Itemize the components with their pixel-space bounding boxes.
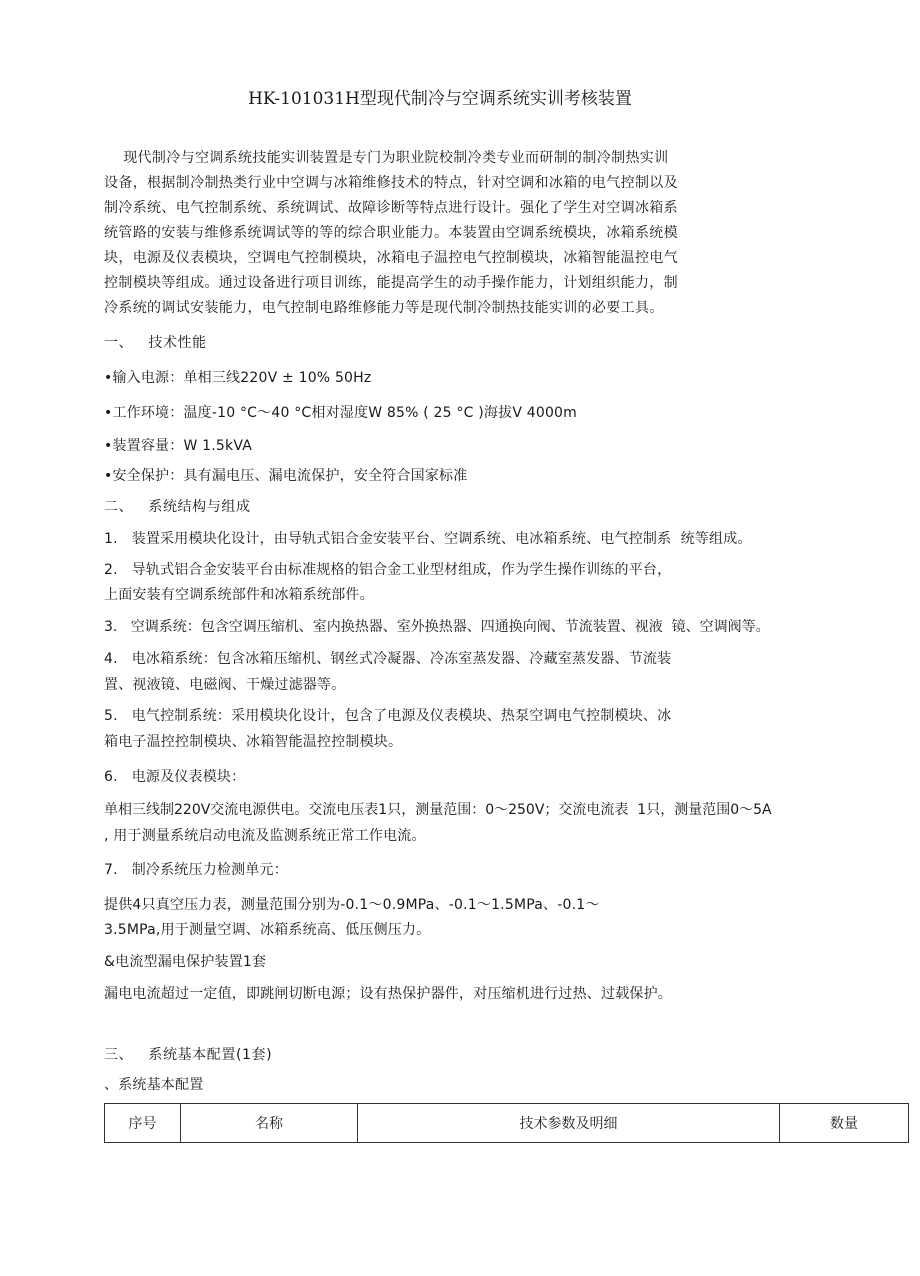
intro-line: 制冷系统、电气控制系统、系统调试、故障诊断等特点进行设计。强化了学生对空调冰箱系 <box>104 200 678 216</box>
col-header-qty: 数量 <box>780 1104 909 1143</box>
section-3-subheading: 、系统基本配置 <box>104 1077 204 1093</box>
structure-line: 漏电电流超过一定值，即跳闸切断电源；设有热保护器件，对压缩机进行过热、过载保护。 <box>104 986 672 1002</box>
section-1-heading: 一、 技术性能 <box>104 335 207 351</box>
structure-line: 5. 电气控制系统：采用模块化设计，包含了电源及仪表模块、热泵空调电气控制模块、冰 <box>104 708 672 724</box>
structure-line: 上面安装有空调系统部件和冰箱系统部件。 <box>104 587 374 603</box>
col-header-name: 名称 <box>181 1104 358 1143</box>
section-3-heading: 三、 系统基本配置(1套) <box>104 1047 273 1063</box>
structure-line: 6. 电源及仪表模块： <box>104 769 246 785</box>
intro-line: 冷系统的调试安装能力，电气控制电路维修能力等是现代制冷制热技能实训的必要工具。 <box>104 300 664 316</box>
intro-line: 控制模块等组成。通过设备进行项目训练，能提高学生的动手操作能力，计划组织能力，制 <box>104 275 678 291</box>
structure-line: 提供4只真空压力表，测量范围分别为-0.1～0.9MPa、-0.1～1.5MPa、-0.1～ <box>104 897 600 913</box>
structure-line: 1. 装置采用模块化设计，由导轨式铝合金安装平台、空调系统、电冰箱系统、电气控制系 统等组成。 <box>104 531 752 547</box>
structure-line: 箱电子温控控制模块、冰箱智能温控控制模块。 <box>104 734 403 750</box>
document-title: HK-101031H型现代制冷与空调系统实训考核装置 <box>248 89 632 109</box>
col-header-index: 序号 <box>105 1104 181 1143</box>
structure-line: 置、视液镜、电磁阀、干燥过滤器等。 <box>104 677 346 693</box>
intro-line: 块，电源及仪表模块，空调电气控制模块，冰箱电子温控电气控制模块，冰箱智能温控电气 <box>104 250 678 266</box>
table-header-row <box>105 1104 909 1143</box>
structure-line: , 用于测量系统启动电流及监测系统正常工作电流。 <box>104 828 426 844</box>
config-table <box>104 1103 909 1143</box>
spec-input-power: •输入电源：单相三线220V ± 10% 50Hz <box>104 370 372 386</box>
spec-capacity: •装置容量：W 1.5kVA <box>104 438 252 454</box>
structure-line: &电流型漏电保护装置1套 <box>104 954 267 970</box>
spec-environment: •工作环境：温度-10 °C～40 °C相对湿度W 85% ( 25 °C )海拔V 4000m <box>104 405 578 421</box>
intro-line: 统管路的安装与维修系统调试等的等的综合职业能力。本装置由空调系统模块，冰箱系统模 <box>104 225 678 241</box>
structure-line: 2. 导轨式铝合金安装平台由标准规格的铝合金工业型材组成，作为学生操作训练的平台， <box>104 562 672 578</box>
spec-safety: •安全保护：具有漏电压、漏电流保护，安全符合国家标准 <box>104 468 468 484</box>
intro-line: 现代制冷与空调系统技能实训装置是专门为职业院校制冷类专业而研制的制冷制热实训 <box>104 150 669 166</box>
structure-line: 4. 电冰箱系统：包含冰箱压缩机、钢丝式冷凝器、冷冻室蒸发器、冷藏室蒸发器、节流装 <box>104 651 672 667</box>
structure-line: 7. 制冷系统压力检测单元： <box>104 862 288 878</box>
section-2-heading: 二、 系统结构与组成 <box>104 499 251 515</box>
structure-line: 单相三线制220V交流电源供电。交流电压表1只，测量范围：0～250V；交流电流表 1只，测量范围0～5A <box>104 802 772 818</box>
intro-line: 设备，根据制冷制热类行业中空调与冰箱维修技术的特点，针对空调和冰箱的电气控制以及 <box>104 175 678 191</box>
structure-line: 3.5MPa,用于测量空调、冰箱系统高、低压侧压力。 <box>104 922 431 938</box>
structure-line: 3. 空调系统：包含空调压缩机、室内换热器、室外换热器、四通换向阀、节流装置、视液 镜、空调阀等。 <box>104 619 770 635</box>
col-header-spec: 技术参数及明细 <box>358 1104 780 1143</box>
intro-paragraph <box>104 146 764 321</box>
